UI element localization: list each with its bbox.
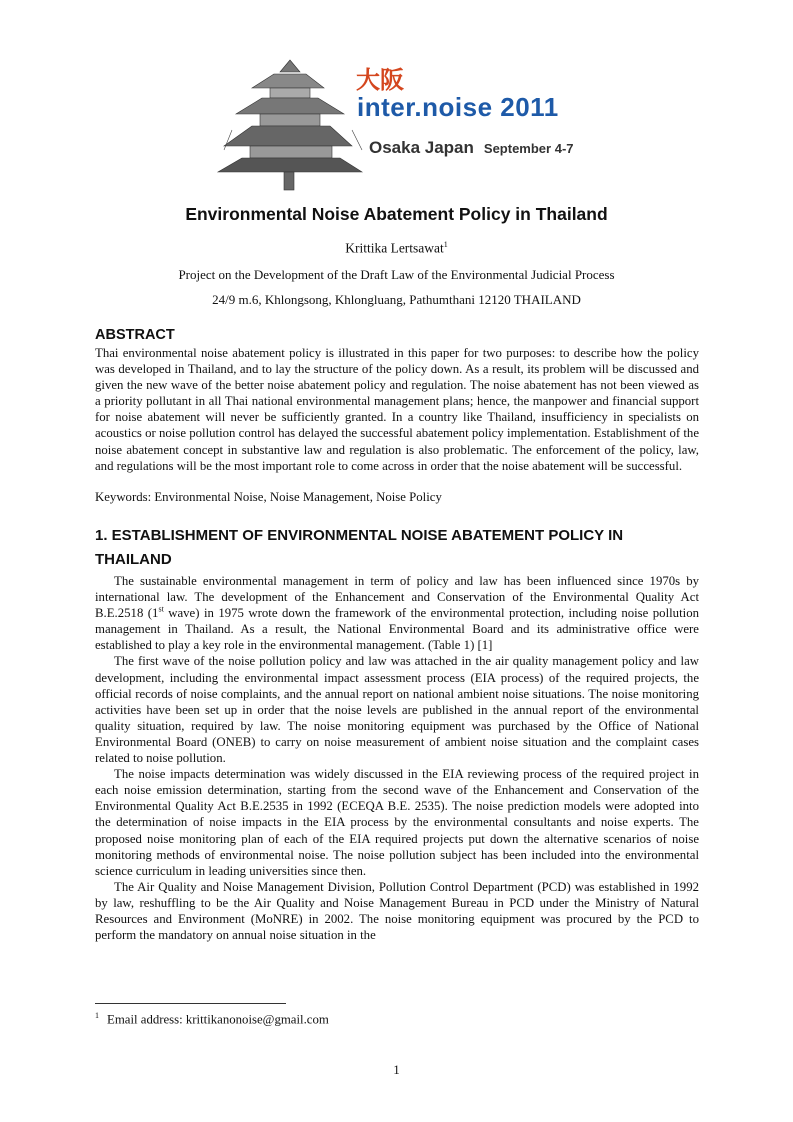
paragraph-2: The first wave of the noise pollution policy and law was attached in the air quality management policy and law development, including the environmental impact assessment process (EIA process) of the required projects, the official records of noise complaints, and the annual report on national ambient noise situations. The noise monitoring activities have been set up in order that the noise levels are published in the annual report of the environmental quality situation, required by law. The noise monitoring equipment was purchased by the Office of National Environmental Board (ONEB) to carry on noise measurement of ambient noise situation and the complaint cases related to noise pollution. — [95, 654, 699, 766]
paper-title: Environmental Noise Abatement Policy in Thailand — [185, 204, 608, 224]
affiliation-line-1: Project on the Development of the Draft Law of the Environmental Judicial Process — [178, 267, 615, 282]
affiliation-line-2: 24/9 m.6, Khlongsong, Khlongluang, Pathumthani 12120 THAILAND — [212, 292, 581, 307]
conference-dates: September 4-7 — [483, 141, 574, 156]
abstract-heading: ABSTRACT — [95, 327, 175, 343]
conference-name: inter.noise 2011 — [357, 92, 559, 122]
conference-location: Osaka Japan — [369, 138, 474, 157]
osaka-kanji: 大阪 — [356, 66, 404, 94]
paragraph-3: The noise impacts determination was widely discussed in the EIA reviewing process of the required project in each noise emission determination, starting from the second wave of the Enhancement and Conservation of the Environmental Quality Act B.E.2535 in 1992 (ECEQA B.E. 2535). The noise prediction models were adopted into the determination of noise impacts in the EIA process by the environmental consultants and noise experts. The proposed noise monitoring plan of each of the EIA required projects put down the alternative scenarios of noise monitoring methods of environmental noise. The noise pollution subject has been included into the environmental science curriculum in leading universities since then. — [95, 767, 699, 878]
paragraph-1-superscript: st — [158, 604, 164, 614]
paragraph-4: The Air Quality and Noise Management Division, Pollution Control Department (PCD) was established in 1992 by law, reshuffling to be the Air Quality and Noise Management Bureau in PCD under the Ministry of Natural Resources and Environment (MoNRE) in 2002. The noise monitoring equipment was procured by the PCD to perform the mandatory on annual noise situation in the — [95, 879, 699, 943]
author-name: Krittika Lertsawat — [345, 240, 444, 256]
author-line — [0, 240, 793, 257]
keywords: Keywords: Environmental Noise, Noise Management, Noise Policy — [95, 490, 442, 504]
abstract-body: Thai environmental noise abatement policy is illustrated in this paper for two purposes: to describe how the policy was developed in Thailand, and to lay the structure of the policy down. As a result, its problem will be discussed and given the new wave of the better noise abatement policy and regulation. The noise abatement has not been viewed as a priority pollutant in all Thai national environmental management plans; hence, the manpower and financial support for noise abatement will never be sufficiently granted. In a country like Thailand, insufficiency in specialists on acoustics or noise pollution control has delayed the successful abatement policy implementation. Establishment of the noise abatement concept in substantive law and regulation is also problematic. The enforcement of the policy, law, and regulations will be the most important role to come across in order that the noise abatement will be successful. — [95, 346, 699, 473]
paragraph-1 — [95, 573, 699, 653]
section-1-heading: 1. ESTABLISHMENT OF ENVIRONMENTAL NOISE ABATEMENT POLICY IN THAILAND — [95, 527, 624, 568]
conference-location-line — [369, 138, 574, 158]
page-number: 1 — [393, 1062, 400, 1077]
paragraph-1-part-b: wave) in 1975 wrote down the framework of the environmental protection, including noise pollution management in Thailand. As a result, the National Environmental Board and its administrative office were established to play a key role in the environmental management. (Table 1) [1] — [95, 606, 699, 653]
author-footnote-mark: 1 — [443, 240, 448, 249]
footnote-mark: 1 — [95, 1011, 99, 1020]
footnote-divider — [95, 1003, 286, 1004]
section-1-body — [95, 573, 699, 943]
paragraph-1-part-a: The sustainable environmental management in term of policy and law has been influenced since 1970s by international law. The development of the Enhancement and Conservation of the Environmental Quality Act B.E.2518 (1 — [95, 574, 699, 621]
footnote — [95, 1011, 329, 1027]
footnote-text: Email address: krittikanonoise@gmail.com — [107, 1012, 329, 1027]
